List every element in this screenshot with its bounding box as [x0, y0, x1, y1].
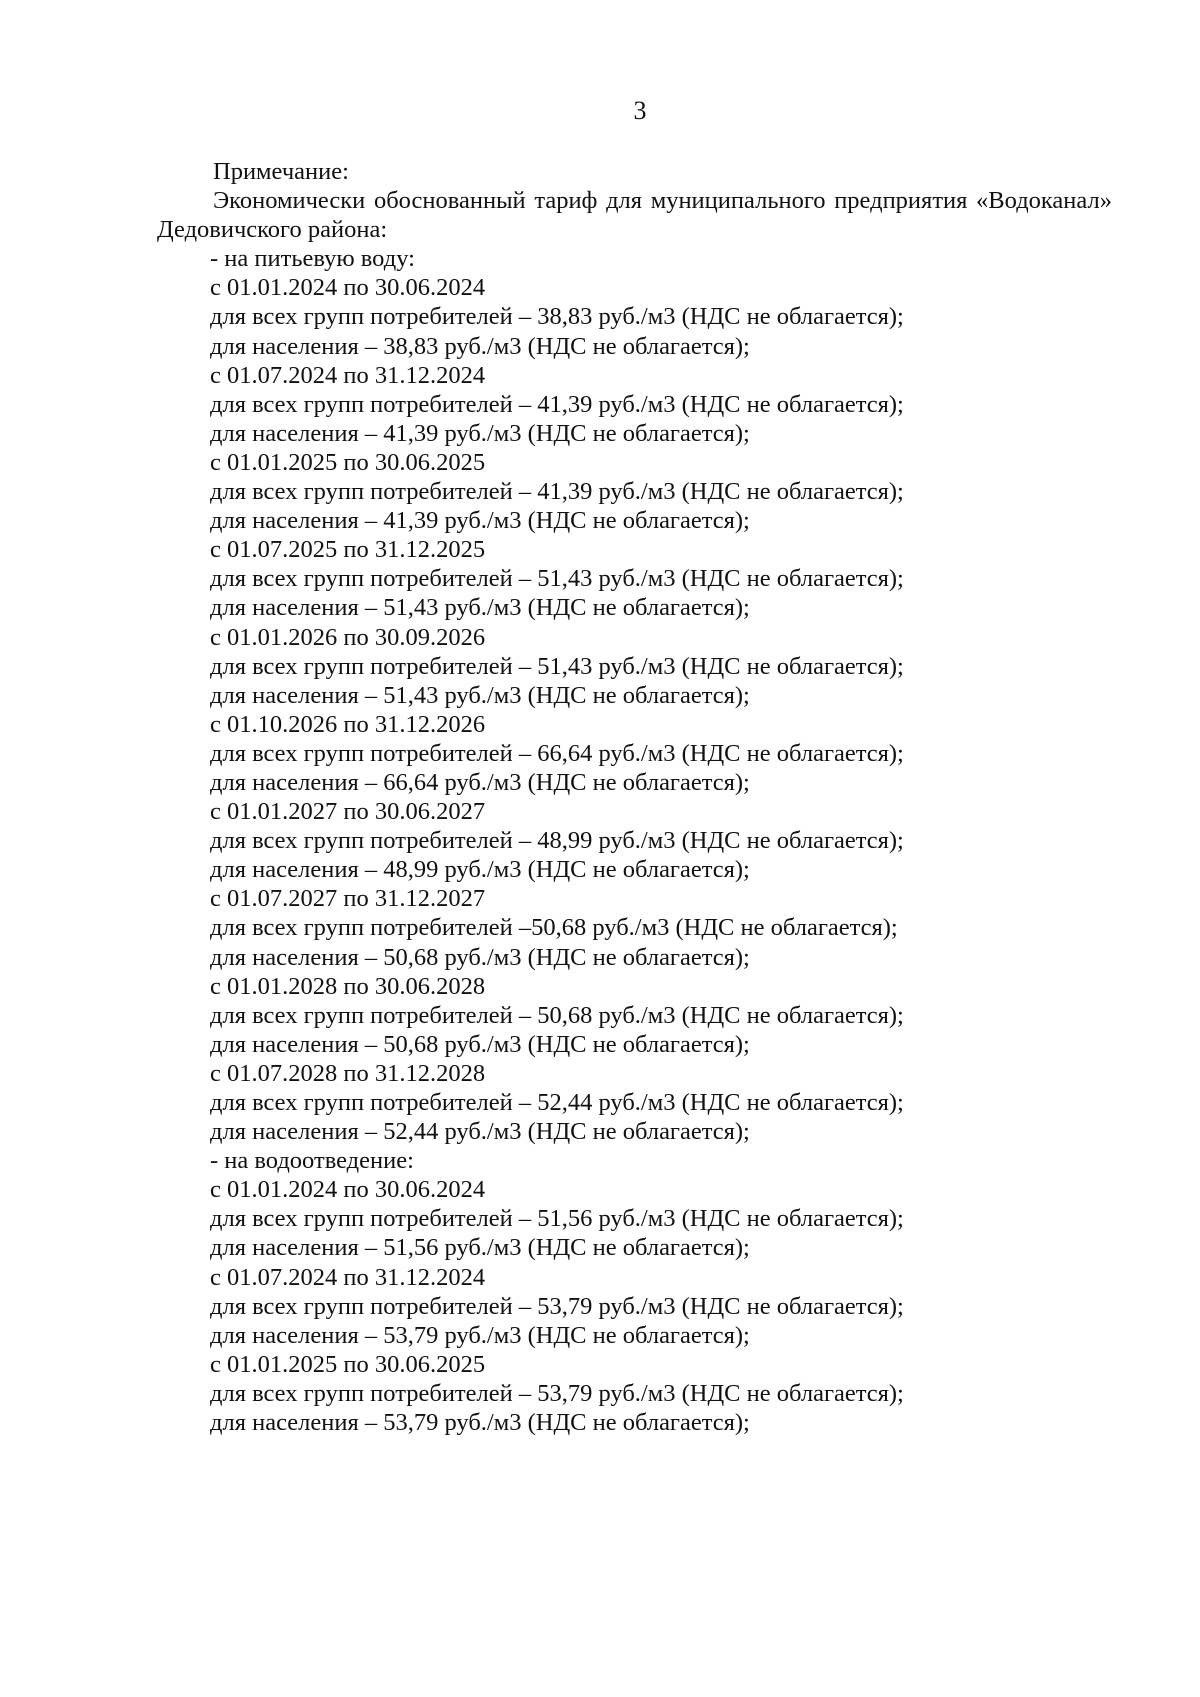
period-line: с 01.01.2028 по 30.06.2028: [210, 972, 486, 1000]
note-label: Примечание:: [213, 158, 349, 185]
tariff-all-consumers: для всех групп потребителей – 53,79 руб./м3 (НДС не облагается);: [210, 1292, 904, 1320]
period-line: с 01.07.2024 по 31.12.2024: [210, 361, 486, 389]
intro-line-2: Дедовичского района:: [157, 216, 388, 244]
tariff-all-consumers: для всех групп потребителей –50,68 руб./м3 (НДС не облагается);: [210, 914, 898, 942]
tariff-population: для населения – 53,79 руб./м3 (НДС не облагается);: [210, 1409, 750, 1437]
period-line: с 01.10.2026 по 31.12.2026: [210, 710, 486, 738]
service-heading: - на питьевую воду:: [210, 245, 415, 273]
period-line: с 01.01.2027 по 30.06.2027: [210, 798, 486, 826]
tariff-list: [210, 244, 1200, 1437]
tariff-population: для населения – 51,56 руб./м3 (НДС не облагается);: [210, 1234, 750, 1262]
tariff-all-consumers: для всех групп потребителей – 41,39 руб./м3 (НДС не облагается);: [210, 390, 904, 418]
tariff-population: для населения – 51,43 руб./м3 (НДС не облагается);: [210, 594, 750, 622]
period-line: с 01.07.2027 по 31.12.2027: [210, 885, 486, 913]
tariff-population: для населения – 53,79 руб./м3 (НДС не облагается);: [210, 1321, 750, 1349]
tariff-population: для населения – 50,68 руб./м3 (НДС не облагается);: [210, 1030, 750, 1058]
page-number: 3: [633, 96, 647, 125]
period-line: с 01.07.2024 по 31.12.2024: [210, 1263, 486, 1291]
tariff-population: для населения – 50,68 руб./м3 (НДС не облагается);: [210, 943, 750, 971]
tariff-population: для населения – 51,43 руб./м3 (НДС не облагается);: [210, 681, 750, 709]
tariff-all-consumers: для всех групп потребителей – 48,99 руб./м3 (НДС не облагается);: [210, 827, 904, 855]
period-line: с 01.01.2024 по 30.06.2024: [210, 1176, 486, 1204]
tariff-all-consumers: для всех групп потребителей – 51,43 руб./м3 (НДС не облагается);: [210, 565, 904, 593]
tariff-all-consumers: для всех групп потребителей – 50,68 руб./м3 (НДС не облагается);: [210, 1001, 904, 1029]
tariff-all-consumers: для всех групп потребителей – 52,44 руб./м3 (НДС не облагается);: [210, 1089, 904, 1116]
period-line: с 01.07.2025 по 31.12.2025: [210, 536, 486, 564]
note-content: [0, 157, 1200, 1437]
tariff-all-consumers: для всех групп потребителей – 51,56 руб./м3 (НДС не облагается);: [210, 1205, 904, 1233]
tariff-all-consumers: для всех групп потребителей – 41,39 руб./м3 (НДС не облагается);: [210, 478, 904, 506]
tariff-population: для населения – 48,99 руб./м3 (НДС не облагается);: [210, 856, 750, 884]
tariff-population: для населения – 52,44 руб./м3 (НДС не облагается);: [210, 1118, 750, 1146]
period-line: с 01.01.2026 по 30.09.2026: [210, 623, 486, 651]
tariff-all-consumers: для всех групп потребителей – 66,64 руб./м3 (НДС не облагается);: [210, 739, 904, 767]
tariff-population: для населения – 41,39 руб./м3 (НДС не облагается);: [210, 507, 750, 535]
tariff-all-consumers: для всех групп потребителей – 53,79 руб./м3 (НДС не облагается);: [210, 1379, 904, 1407]
period-line: с 01.01.2025 по 30.06.2025: [210, 448, 486, 476]
tariff-population: для населения – 38,83 руб./м3 (НДС не облагается);: [210, 332, 750, 360]
period-line: с 01.01.2024 по 30.06.2024: [210, 274, 486, 302]
tariff-population: для населения – 41,39 руб./м3 (НДС не облагается);: [210, 419, 750, 447]
tariff-population: для населения – 66,64 руб./м3 (НДС не облагается);: [210, 768, 750, 796]
tariff-all-consumers: для всех групп потребителей – 38,83 руб./м3 (НДС не облагается);: [210, 303, 904, 331]
tariff-all-consumers: для всех групп потребителей – 51,43 руб./м3 (НДС не облагается);: [210, 652, 904, 680]
intro-line-1: Экономически обоснованный тариф для муниципального предприятия «Водоканал»: [213, 187, 1112, 215]
service-heading: - на водоотведение:: [210, 1147, 414, 1175]
period-line: с 01.01.2025 по 30.06.2025: [210, 1350, 486, 1378]
period-line: с 01.07.2028 по 31.12.2028: [210, 1059, 486, 1087]
